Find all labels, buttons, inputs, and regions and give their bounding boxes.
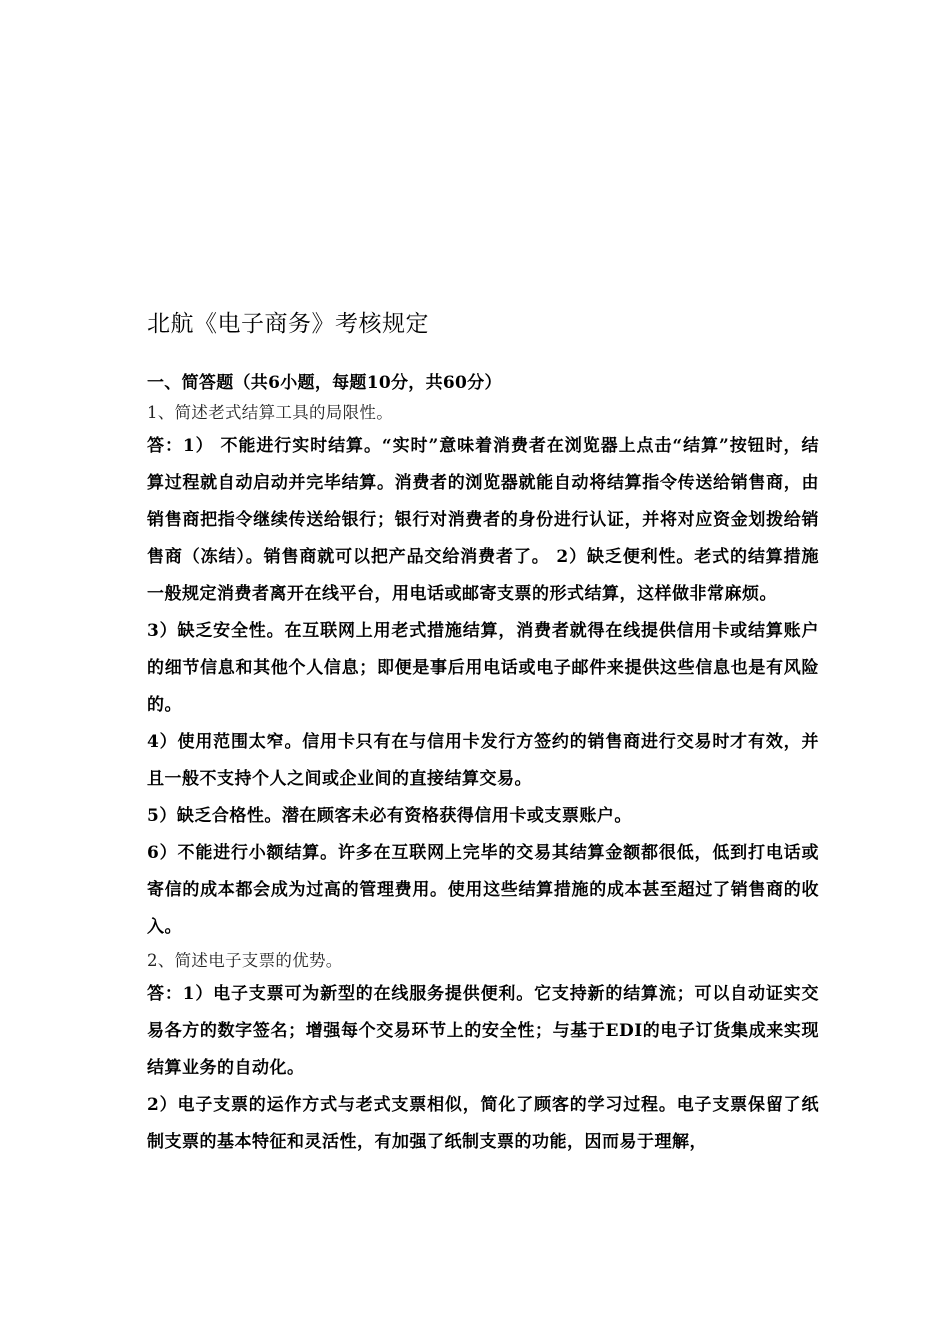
question-prompt: 2、简述电子支票的优势。 — [147, 951, 343, 970]
question-prompt: 1、简述老式结算工具的局限性。 — [147, 403, 393, 422]
question-block-2 — [147, 946, 819, 1161]
section-heading: 一、简答题（共6小题，每题10分，共60分） — [147, 373, 502, 393]
document-title: 北航《电子商务》考核规定 — [147, 311, 429, 337]
answer-paragraph: 答：1）电子支票可为新型的在线服务提供便利。它支持新的结算流；可以自动证实交易各方的数字签名；增强每个交易环节上的安全性；与基于EDI的电子订货集成来实现结算业务的自动化。 — [147, 984, 819, 1078]
answer-paragraph: 6）不能进行小额结算。许多在互联网上完毕的交易其结算金额都很低，低到打电话或寄信的成本都会成为过高的管理费用。使用这些结算措施的成本甚至超过了销售商的收入。 — [147, 843, 819, 937]
answer-paragraph: 答：1） 不能进行实时结算。“实时”意味着消费者在浏览器上点击“结算”按钮时，结算过程就自动启动并完毕结算。消费者的浏览器就能自动将结算指令传送给销售商，由销售商把指令继续传送给银行；银行对消费者的身份进行认证，并将对应资金划拨给销售商（冻结）。销售商就可以把产品交给消费者了。 2）缺乏便利性。老式的结算措施一般规定消费者离开在线平台，用电话或邮寄支票的形式结算，这样做非常麻烦。 — [147, 436, 819, 604]
answer-paragraph: 5）缺乏合格性。潜在顾客未必有资格获得信用卡或支票账户。 — [147, 806, 632, 826]
answer-paragraph: 3）缺乏安全性。在互联网上用老式措施结算，消费者就得在线提供信用卡或结算账户的细节信息和其他个人信息；即便是事后用电话或电子邮件来提供这些信息也是有风险的。 — [147, 621, 819, 715]
answer-paragraph: 2）电子支票的运作方式与老式支票相似，简化了顾客的学习过程。电子支票保留了纸制支票的基本特征和灵活性，有加强了纸制支票的功能，因而易于理解， — [147, 1095, 819, 1152]
answer-paragraph: 4）使用范围太窄。信用卡只有在与信用卡发行方签约的销售商进行交易时才有效，并且一般不支持个人之间或企业间的直接结算交易。 — [147, 732, 819, 789]
document-page — [147, 304, 819, 1161]
question-block-1 — [147, 398, 819, 946]
